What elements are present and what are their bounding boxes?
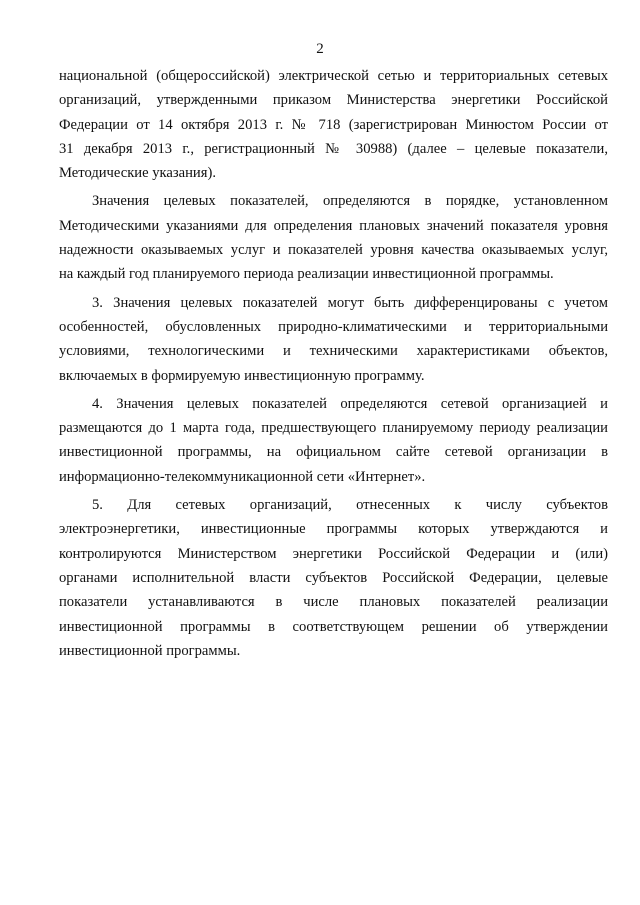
- paragraph-1: [59, 64, 608, 185]
- text-line: инвестиционной программы.: [59, 642, 241, 659]
- text-line: Методические указания).: [59, 165, 216, 182]
- text-line: 31 декабря 2013 г., регистрационный № 30988) (далее – целевые показатели,: [59, 140, 608, 157]
- text-line: информационно-телекоммуникационной сети «Интернет».: [59, 468, 426, 485]
- paragraph-2: [59, 189, 608, 286]
- text-line: размещаются до 1 марта года, предшествующего планируемому периоду реализации: [59, 420, 608, 437]
- text-line: показатели устанавливаются в числе плановых показателей реализации: [59, 594, 608, 611]
- text-line: особенностей, обусловленных природно-климатическими и территориальными: [59, 318, 608, 335]
- text-line: Значения целевых показателей, определяются в порядке, установленном: [92, 193, 608, 210]
- text-line: на каждый год планируемого периода реализации инвестиционной программы.: [59, 266, 554, 283]
- page-number: 2: [316, 41, 324, 57]
- text-line: организаций, утвержденными приказом Министерства энергетики Российской: [59, 92, 608, 109]
- text-line: 3. Значения целевых показателей могут быть дифференцированы с учетом: [92, 294, 608, 311]
- text-line: условиями, технологическими и техническими характеристиками объектов,: [59, 343, 608, 360]
- text-line: надежности оказываемых услуг и показателей уровня качества оказываемых услуг,: [59, 242, 608, 259]
- text-line: электроэнергетики, инвестиционные программы которых утверждаются и: [59, 521, 608, 538]
- text-line: включаемых в формируемую инвестиционную программу.: [59, 367, 425, 384]
- text-line: инвестиционной программы в соответствующем решении об утверждении: [59, 618, 608, 635]
- text-line: национальной (общероссийской) электрической сетью и территориальных сетевых: [59, 68, 608, 84]
- paragraph-3: [59, 291, 608, 388]
- text-line: Федерации от 14 октября 2013 г. № 718 (зарегистрирован Минюстом России от: [59, 116, 608, 133]
- text-line: Методическими указаниями для определения плановых значений показателя уровня: [59, 217, 608, 234]
- text-line: контролируются Министерством энергетики Российской Федерации и (или): [59, 545, 608, 562]
- document-body: [59, 64, 608, 663]
- paragraph-4: [59, 392, 608, 489]
- paragraph-5: [59, 493, 608, 663]
- text-line: 5. Для сетевых организаций, отнесенных к числу субъектов: [92, 497, 608, 514]
- text-line: 4. Значения целевых показателей определяются сетевой организацией и: [92, 395, 608, 412]
- text-line: органами исполнительной власти субъектов Российской Федерации, целевые: [59, 569, 608, 586]
- text-line: инвестиционной программы, на официальном сайте сетевой организации в: [59, 444, 608, 461]
